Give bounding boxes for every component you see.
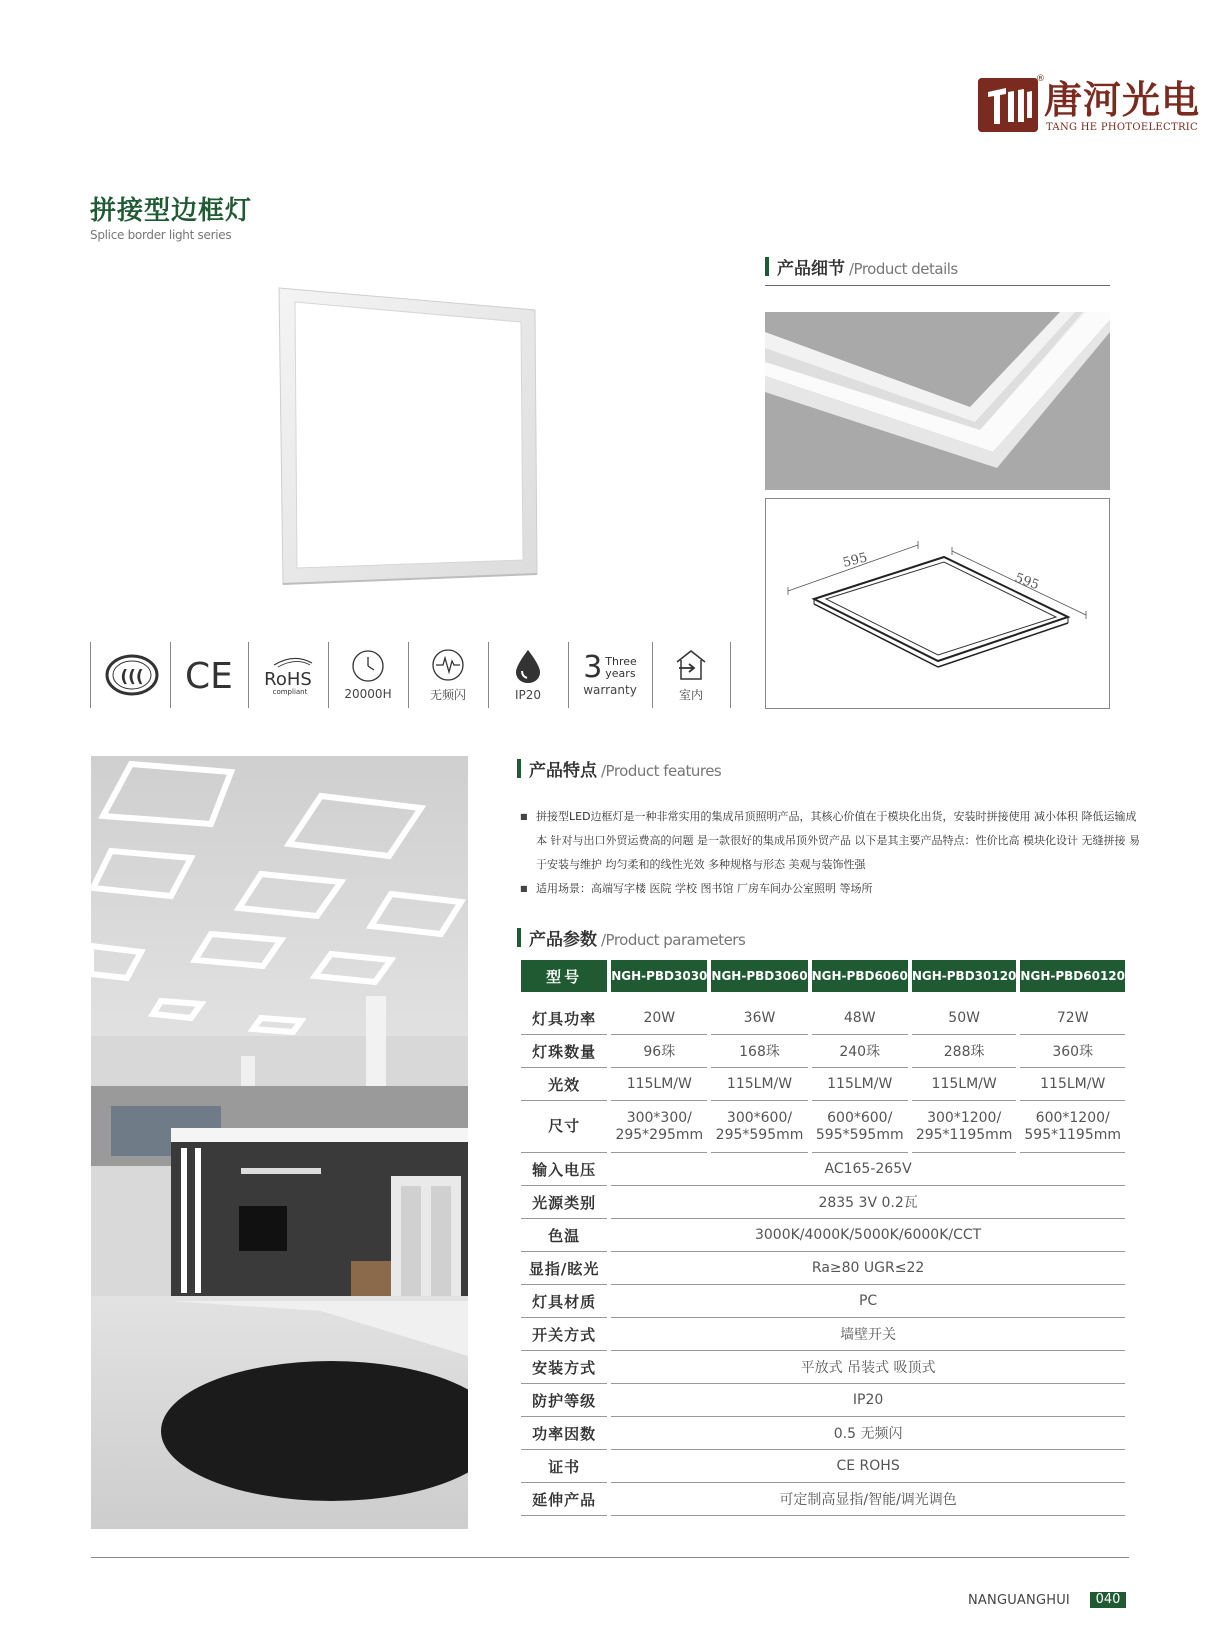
- no-flicker-label: 无频闪: [429, 687, 466, 702]
- warranty-cert: [570, 642, 650, 708]
- svg-text:compliant: compliant: [272, 688, 308, 696]
- footer-rule: [91, 1557, 1129, 1558]
- page-title: 拼接型边框灯: [90, 196, 253, 226]
- table-row: 光源类别 2835 3V 0.2瓦: [521, 1186, 1125, 1219]
- dimension-drawing: [765, 498, 1110, 709]
- product-panel-image: [275, 278, 545, 593]
- table-row: 光效 115LM/W 115LM/W 115LM/W 115LM/W 115LM/W: [521, 1068, 1125, 1101]
- water-drop-icon: [513, 648, 543, 684]
- details-header-en: /Product details: [849, 260, 958, 278]
- warranty-icon: 3 Three years: [583, 650, 637, 685]
- clock-icon: [351, 649, 385, 683]
- brand-name-en: TANG HE PHOTOELECTRIC: [1046, 122, 1198, 133]
- svg-text:CE: CE: [185, 656, 233, 695]
- warranty-label: warranty: [583, 683, 637, 697]
- table-header-row: [521, 960, 1125, 992]
- brand-logo: [978, 74, 1201, 136]
- parameters-header-en: /Product parameters: [601, 931, 746, 949]
- page-subtitle: Splice border light series: [90, 228, 232, 242]
- lifespan-cert: [330, 642, 406, 708]
- lifespan-label: 20000H: [344, 687, 392, 701]
- svg-text:(((: (((: [120, 667, 144, 687]
- table-row: 尺寸 300*300/ 295*295mm 300*600/ 295*595mm 600*600/ 595*595mm 300*1200/ 295*1195mm 600*1200/ 595*1195mm: [521, 1101, 1125, 1153]
- table-row: 证书 CE ROHS: [521, 1450, 1125, 1483]
- showroom-photo: [91, 756, 468, 1529]
- ip-rating-cert: [490, 642, 566, 708]
- indoor-label: 室内: [678, 687, 703, 702]
- parameters-header-cn: 产品参数: [529, 930, 597, 950]
- footer-brand: NANGUANGHUI: [968, 1593, 1070, 1608]
- rohs-cert: [250, 642, 326, 708]
- model-cell: NGH-PBD3030: [611, 960, 707, 992]
- parameters-table: [517, 960, 1129, 1516]
- model-cell: NGH-PBD60120: [1020, 960, 1125, 992]
- brand-name-cn: 唐河光电: [1044, 78, 1201, 122]
- details-header-cn: 产品细节: [777, 259, 845, 279]
- table-row: 安装方式 平放式 吊装式 吸顶式: [521, 1351, 1125, 1384]
- dimension-length-label: 595: [1012, 570, 1042, 594]
- feature-item: ■ 适用场景：高端写字楼 医院 学校 图书馆 厂房车间办公室照明 等场所: [520, 877, 1140, 901]
- details-header: [765, 254, 958, 279]
- table-row: 开关方式 墙壁开关: [521, 1318, 1125, 1351]
- model-label: 型号: [521, 960, 607, 992]
- model-cell: NGH-PBD3060: [711, 960, 807, 992]
- parameters-header: [517, 925, 745, 950]
- features-header-en: /Product features: [601, 762, 722, 780]
- features-header: [517, 756, 721, 781]
- indoor-cert: [654, 642, 728, 708]
- table-row: 灯具材质 PC: [521, 1285, 1125, 1318]
- feature-item: ■ 拼接型LED边框灯是一种非常实用的集成吊顶照明产品，其核心价值在于模块化出货，安装时拼接使用 减小体积 降低运输成本 针对与出口外贸运费高的问题 是一款很好的集成吊顶外贸产品 以下是其主要产品特点：性价比高 模块化设计 无缝拼接 易于安装与维护 均匀柔和的线性光效 多种规格与形态 美观与装饰性强: [520, 805, 1140, 877]
- details-rule: [765, 285, 1110, 286]
- table-row: 灯珠数量 96珠 168珠 240珠 288珠 360珠: [521, 1035, 1125, 1068]
- table-row: 防护等级 IP20: [521, 1384, 1125, 1417]
- table-row: 灯具功率 20W 36W 48W 50W 72W: [521, 1002, 1125, 1035]
- no-flicker-icon: [431, 648, 465, 682]
- dimension-width-label: 595: [841, 550, 870, 571]
- features-list: [520, 805, 1140, 901]
- ce-icon: [181, 655, 237, 695]
- indoor-icon: [673, 648, 709, 682]
- ip-rating-label: IP20: [514, 688, 542, 702]
- ce-cert: [172, 642, 246, 708]
- logo-mark-icon: [978, 78, 1038, 132]
- features-header-cn: 产品特点: [529, 761, 597, 781]
- page-number: 040: [1090, 1592, 1126, 1608]
- table-row: 显指/眩光 Ra≥80 UGR≤22: [521, 1252, 1125, 1285]
- rohs-icon: [254, 653, 322, 697]
- table-row: 输入电压 AC165-265V: [521, 1153, 1125, 1186]
- registered-mark: ®: [1036, 74, 1045, 84]
- table-row: 延伸产品 可定制高显指/智能/调光调色: [521, 1483, 1125, 1516]
- model-cell: NGH-PBD6060: [812, 960, 908, 992]
- ccc-icon: [105, 653, 159, 697]
- frame-corner-detail-image: [765, 312, 1110, 490]
- certification-row: [90, 642, 730, 708]
- model-cell: NGH-PBD30120: [912, 960, 1017, 992]
- table-row: 色温 3000K/4000K/5000K/6000K/CCT: [521, 1219, 1125, 1252]
- ccc-cert: [96, 642, 168, 708]
- svg-text:RoHS: RoHS: [264, 669, 312, 690]
- no-flicker-cert: [410, 642, 486, 708]
- table-row: 功率因数 0.5 无频闪: [521, 1417, 1125, 1450]
